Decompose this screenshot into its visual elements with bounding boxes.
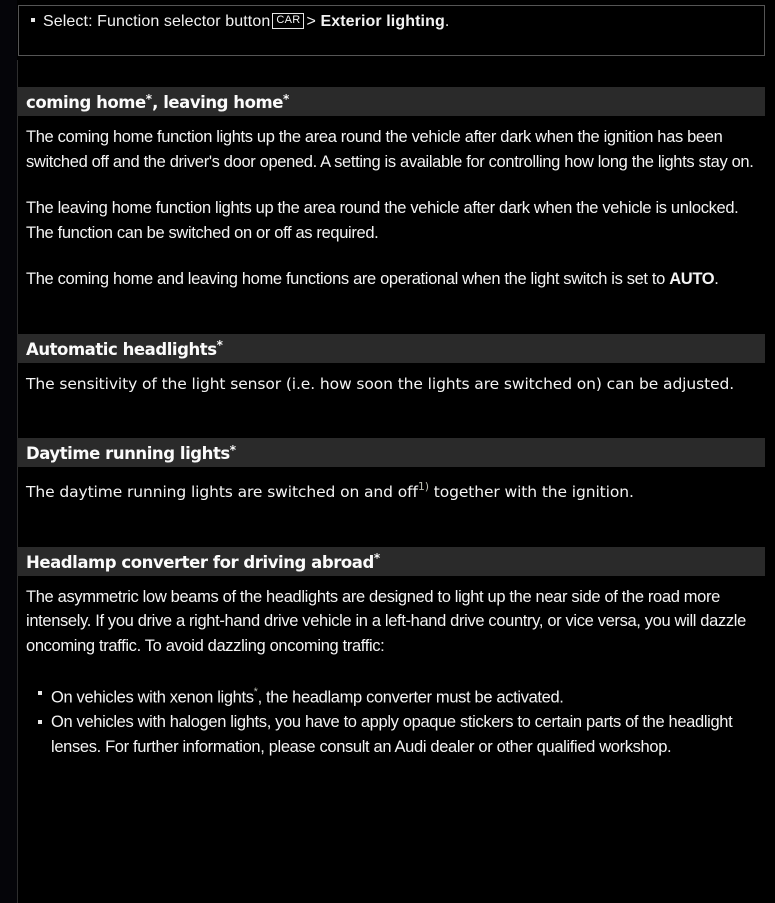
section-header-automatic-headlights (17, 334, 765, 363)
section-body-daytime-running-lights (17, 467, 766, 505)
instruction-prefix: Select: Function selector button (43, 13, 271, 30)
footnote-marker: 1) (417, 480, 429, 493)
instruction-target: Exterior lighting (320, 13, 445, 30)
auto-mode-emphasis: AUTO (669, 270, 715, 288)
car-key-button[interactable]: CAR (272, 13, 304, 29)
paragraph-lead: The coming home and leaving home functions are operational when the light switch is set to (26, 270, 670, 288)
list-item (26, 710, 756, 759)
section-automatic-headlights (17, 334, 766, 397)
list-item-lead: On vehicles with halogen lights, you have to apply opaque stickers to certain parts of the headlight lenses. For further information, please consult an Audi dealer or other qualified workshop. (51, 713, 733, 756)
square-bullet-icon (31, 18, 35, 22)
paragraph (26, 476, 756, 505)
section-header-headlamp-converter (17, 547, 765, 576)
list-item-lead: On vehicles with xenon lights (51, 688, 254, 707)
paragraph: The asymmetric low beams of the headlights are designed to light up the near side of the road more intensely. If you drive a right-hand drive vehicle in a left-hand drive country, or vice versa, you will dazzle oncoming traffic. To avoid dazzling oncoming traffic: (26, 587, 746, 655)
instruction-line (19, 12, 764, 32)
left-gutter-strip (0, 0, 17, 903)
instruction-separator: > (306, 13, 316, 30)
paragraph: The coming home function lights up the area round the vehicle after dark when the ignition has been switched off and the driver's door opened. A setting is available for controlling how long the lights stay on. (26, 128, 754, 171)
list-item-asterisk: * (253, 686, 258, 699)
instruction-suffix: . (444, 13, 450, 30)
section-title-asterisk-2: * (282, 91, 290, 106)
section-coming-home-leaving-home (17, 87, 766, 292)
paragraph-lead: The daytime running lights are switched on and off (26, 483, 418, 502)
section-body-automatic-headlights (17, 363, 766, 397)
section-title-asterisk: * (373, 551, 381, 566)
list-item (26, 681, 756, 710)
paragraph-tail: . (714, 270, 719, 288)
section-header-coming-home (17, 87, 765, 116)
section-title-asterisk: * (216, 338, 223, 352)
section-header-daytime-running-lights (17, 438, 765, 467)
section-headlamp-converter (17, 547, 766, 760)
section-title: coming home (26, 93, 146, 112)
list-item-tail: , the headlamp converter must be activated. (257, 688, 564, 707)
paragraph (26, 267, 756, 292)
paragraph-tail: together with the ignition. (428, 483, 634, 502)
instruction-callout-box (18, 5, 765, 56)
section-title-asterisk: * (229, 442, 237, 457)
headlamp-converter-bullet-list (26, 681, 756, 759)
section-title: Headlamp converter for driving abroad (26, 552, 374, 572)
section-title: Daytime running lights (26, 444, 230, 463)
section-title-mid: , leaving home (152, 93, 283, 112)
paragraph: The sensitivity of the light sensor (i.e. how soon the lights are switched on) can be adjusted. (26, 374, 735, 393)
section-title: Automatic headlights (26, 339, 217, 359)
manual-page (17, 0, 766, 759)
section-daytime-running-lights (17, 438, 766, 505)
section-body-coming-home (17, 116, 766, 292)
section-title-asterisk: * (145, 91, 153, 106)
paragraph: The leaving home function lights up the area round the vehicle after dark when the vehicle is unlocked. The function can be switched on or off as required. (26, 199, 739, 242)
section-body-headlamp-converter (17, 576, 766, 760)
instruction-text (43, 12, 449, 32)
